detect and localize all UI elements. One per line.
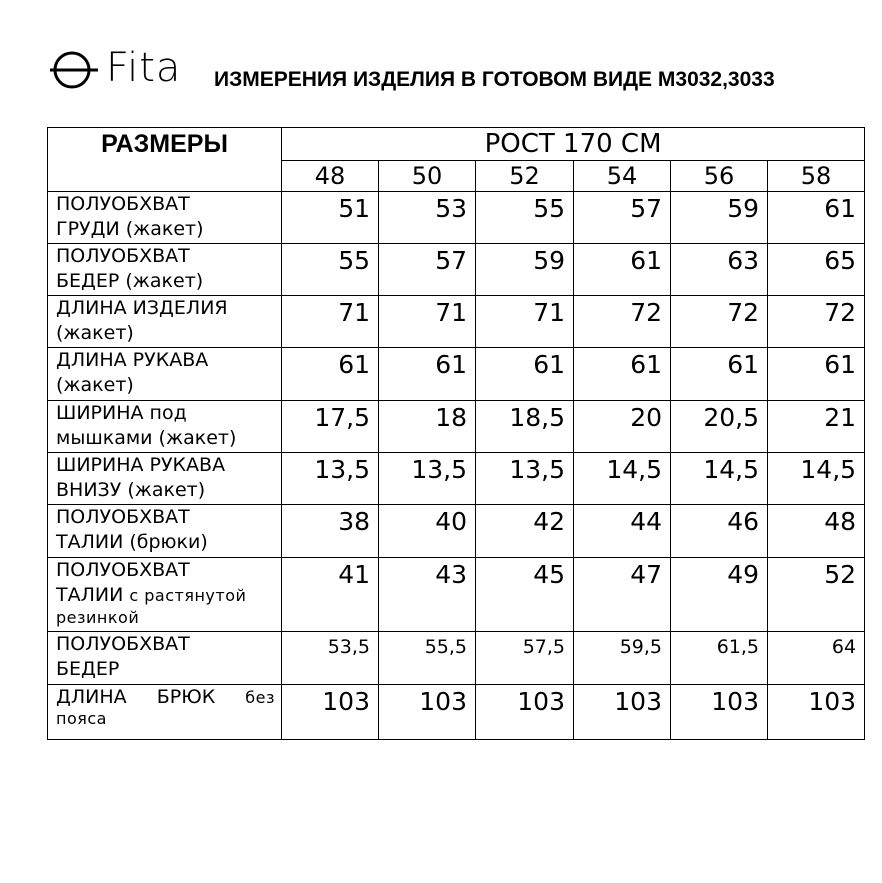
document-title: ИЗМЕРЕНИЯ ИЗДЕЛИЯ В ГОТОВОМ ВИДЕ М3032,3033 xyxy=(214,68,775,91)
row-label xyxy=(48,558,282,632)
row-label xyxy=(48,505,282,558)
row-label-line: ДЛИНА РУКАВА xyxy=(56,349,209,371)
table-cell: 71 xyxy=(476,296,574,348)
row-label xyxy=(48,453,282,505)
table-cell: 63 xyxy=(671,244,768,296)
table-cell: 13,5 xyxy=(476,453,574,505)
row-label-part: ДЛИНА xyxy=(56,686,127,708)
table-cell: 57,5 xyxy=(476,632,574,685)
table-cell: 61 xyxy=(282,348,379,401)
table-cell: 14,5 xyxy=(574,453,671,505)
size-table xyxy=(47,127,865,740)
table-cell: 44 xyxy=(574,505,671,558)
table-cell: 52 xyxy=(768,558,865,632)
row-label-line xyxy=(56,685,275,710)
table-cell: 61 xyxy=(379,348,476,401)
table-cell: 43 xyxy=(379,558,476,632)
fita-logo xyxy=(48,42,190,94)
table-cell: 47 xyxy=(574,558,671,632)
table-cell: 59 xyxy=(476,244,574,296)
row-label-line: БЕДЕР xyxy=(56,658,120,680)
row-label-line: ШИРИНА РУКАВА xyxy=(56,454,226,476)
table-cell: 103 xyxy=(574,685,671,740)
height-header: РОСТ 170 СМ xyxy=(282,128,865,161)
size-header: 52 xyxy=(476,161,574,192)
table-cell: 72 xyxy=(574,296,671,348)
row-label-line: ШИРИНА под xyxy=(56,402,187,424)
row-label xyxy=(48,296,282,348)
table-cell: 20 xyxy=(574,401,671,453)
fita-logo-icon xyxy=(48,46,100,90)
table-row xyxy=(48,453,865,505)
row-label-line: (жакет) xyxy=(56,374,134,396)
table-cell: 20,5 xyxy=(671,401,768,453)
table-cell: 53 xyxy=(379,192,476,244)
table-cell: 48 xyxy=(768,505,865,558)
table-cell: 59,5 xyxy=(574,632,671,685)
size-header: 58 xyxy=(768,161,865,192)
row-label-line: ПОЛУОБХВАТ xyxy=(56,193,190,215)
table-cell: 53,5 xyxy=(282,632,379,685)
table-cell: 38 xyxy=(282,505,379,558)
table-cell: 61 xyxy=(476,348,574,401)
table-row xyxy=(48,401,865,453)
table-cell: 21 xyxy=(768,401,865,453)
row-label-part: без xyxy=(245,688,275,707)
table-cell: 72 xyxy=(768,296,865,348)
table-cell: 55,5 xyxy=(379,632,476,685)
row-label-line xyxy=(56,583,275,608)
table-cell: 49 xyxy=(671,558,768,632)
row-label-line: ДЛИНА ИЗДЕЛИЯ xyxy=(56,297,228,319)
table-cell: 13,5 xyxy=(282,453,379,505)
table-cell: 61 xyxy=(671,348,768,401)
table-cell: 57 xyxy=(379,244,476,296)
row-label-line: БЕДЕР (жакет) xyxy=(56,270,204,292)
table-cell: 103 xyxy=(476,685,574,740)
table-cell: 46 xyxy=(671,505,768,558)
table-cell: 14,5 xyxy=(671,453,768,505)
table-cell: 41 xyxy=(282,558,379,632)
row-label-line: ПОЛУОБХВАТ xyxy=(56,633,190,655)
row-label-line: мышками (жакет) xyxy=(56,427,237,449)
table-row xyxy=(48,505,865,558)
row-label-line: ПОЛУОБХВАТ xyxy=(56,245,190,267)
row-label xyxy=(48,632,282,685)
row-label-line: пояса xyxy=(56,709,107,728)
table-cell: 40 xyxy=(379,505,476,558)
row-label xyxy=(48,401,282,453)
size-header: 48 xyxy=(282,161,379,192)
size-header: 56 xyxy=(671,161,768,192)
table-cell: 61 xyxy=(768,192,865,244)
table-cell: 55 xyxy=(476,192,574,244)
table-row xyxy=(48,296,865,348)
table-cell: 72 xyxy=(671,296,768,348)
table-cell: 17,5 xyxy=(282,401,379,453)
row-label-line: ПОЛУОБХВАТ xyxy=(56,559,190,581)
table-cell: 45 xyxy=(476,558,574,632)
row-label-part: БРЮК xyxy=(156,686,216,708)
table-cell: 13,5 xyxy=(379,453,476,505)
size-header: 54 xyxy=(574,161,671,192)
table-cell: 59 xyxy=(671,192,768,244)
row-label-line: резинкой xyxy=(56,608,140,627)
table-cell: 42 xyxy=(476,505,574,558)
logo-text: Fita xyxy=(106,45,182,91)
sizes-header: РАЗМЕРЫ xyxy=(48,128,282,192)
table-cell: 103 xyxy=(671,685,768,740)
row-label-line: ГРУДИ (жакет) xyxy=(56,218,204,240)
row-label-line: ПОЛУОБХВАТ xyxy=(56,506,190,528)
table-cell: 65 xyxy=(768,244,865,296)
table-row xyxy=(48,685,865,740)
size-header: 50 xyxy=(379,161,476,192)
table-cell: 51 xyxy=(282,192,379,244)
table-cell: 61 xyxy=(768,348,865,401)
table-row xyxy=(48,348,865,401)
table-cell: 71 xyxy=(379,296,476,348)
table-cell: 103 xyxy=(768,685,865,740)
row-label xyxy=(48,244,282,296)
table-cell: 57 xyxy=(574,192,671,244)
row-label-line: (жакет) xyxy=(56,322,134,344)
table-row xyxy=(48,244,865,296)
row-label-part: ТАЛИИ xyxy=(56,584,124,606)
table-header-row xyxy=(48,128,865,161)
table-cell: 18,5 xyxy=(476,401,574,453)
table-cell: 61 xyxy=(574,244,671,296)
table-cell: 18 xyxy=(379,401,476,453)
table-cell: 71 xyxy=(282,296,379,348)
table-row xyxy=(48,558,865,632)
row-label-line: ТАЛИИ (брюки) xyxy=(56,531,208,553)
table-cell: 55 xyxy=(282,244,379,296)
row-label xyxy=(48,192,282,244)
row-label-line: ВНИЗУ (жакет) xyxy=(56,479,206,501)
row-label xyxy=(48,348,282,401)
table-cell: 64 xyxy=(768,632,865,685)
table-cell: 103 xyxy=(282,685,379,740)
table-cell: 61 xyxy=(574,348,671,401)
table-cell: 103 xyxy=(379,685,476,740)
row-label-part: с растянутой xyxy=(129,586,247,605)
row-label xyxy=(48,685,282,740)
table-row xyxy=(48,632,865,685)
table-row xyxy=(48,192,865,244)
table-cell: 14,5 xyxy=(768,453,865,505)
table-cell: 61,5 xyxy=(671,632,768,685)
